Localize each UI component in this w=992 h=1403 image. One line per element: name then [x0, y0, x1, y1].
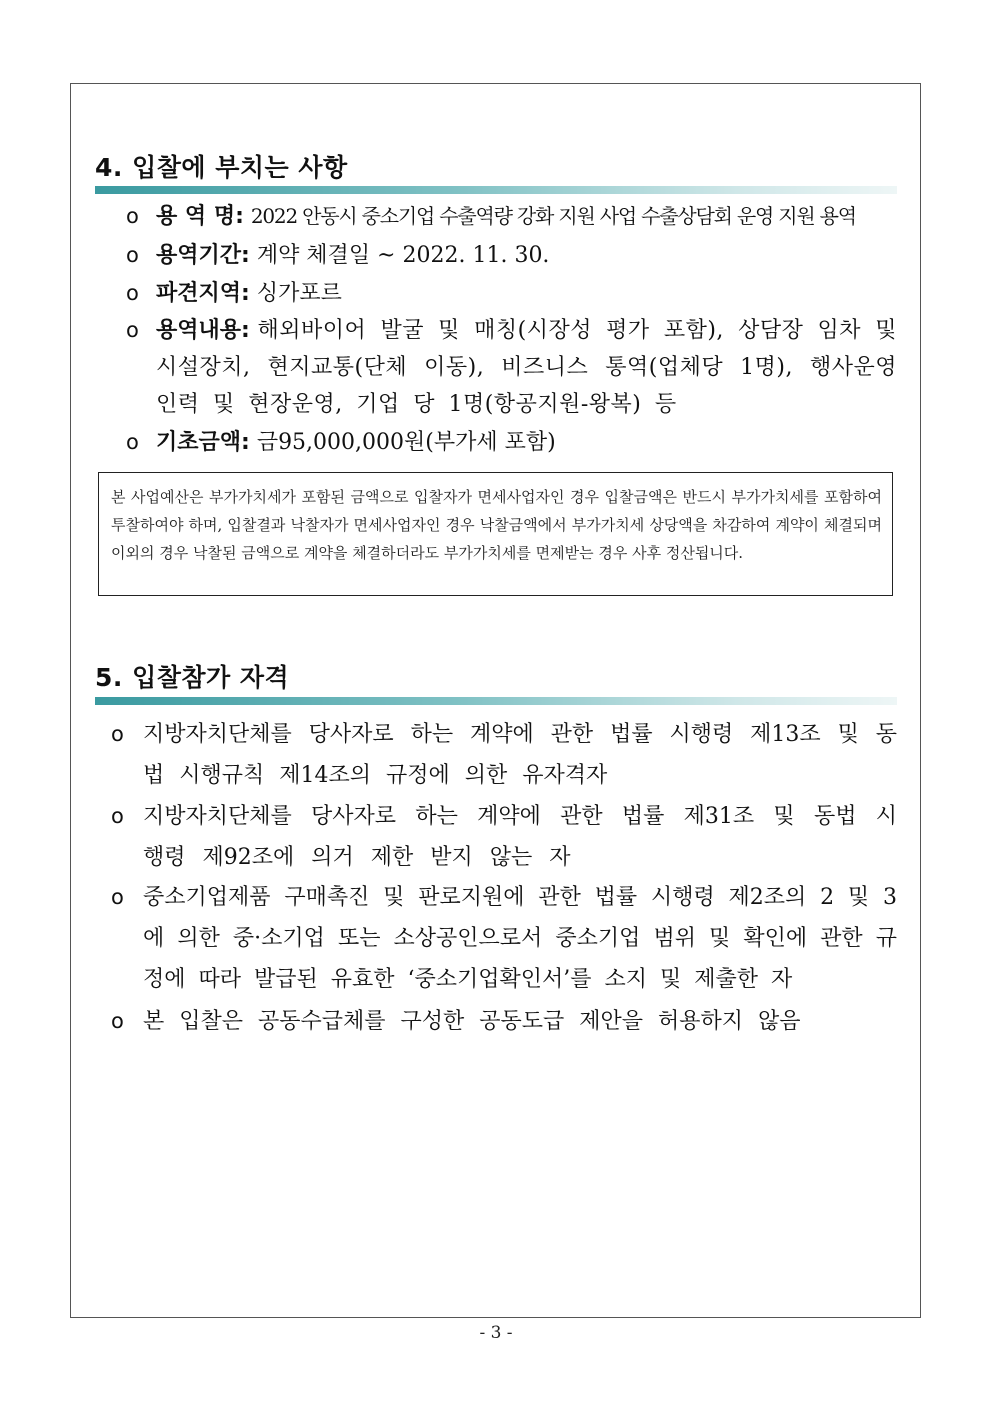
bullet: o [111, 722, 124, 746]
bullet: o [126, 281, 139, 305]
list-item [126, 198, 897, 235]
bullet: o [126, 204, 139, 228]
item-text: 지방자치단체를 당사자로 하는 계약에 관한 법률 시행령 제13조 및 동법 시행규칙 제14조의 규정에 의한 유자격자 [143, 722, 897, 788]
bullet: o [126, 243, 139, 267]
list-item [126, 312, 897, 423]
item-value: 2022 안동시 중소기업 수출역량 강화 지원 사업 수출상담회 운영 지원 용역 [250, 204, 856, 228]
item-text: 중소기업제품 구매촉진 및 판로지원에 관한 법률 시행령 제2조의 2 및 3에 의한 중·소기업 또는 소상공인으로서 중소기업 범위 및 확인에 관한 규정에 따라 발급된 유효한 ‘중소기업확인서’를 소지 및 제출한 자 [143, 885, 897, 992]
item-value: 금95,000,000원(부가세 포함) [256, 430, 556, 455]
list-item [126, 237, 897, 274]
item-label: 용역기간: [156, 243, 250, 268]
item-text: 지방자치단체를 당사자로 하는 계약에 관한 법률 제31조 및 동법 시행령 제92조에 의거 제한 받지 않는 자 [143, 804, 897, 870]
list-item [111, 1001, 897, 1042]
item-label: 용역내용: [156, 318, 250, 343]
list-item [111, 877, 897, 1000]
bullet: o [111, 1009, 124, 1033]
list-item [111, 714, 897, 796]
item-label: 기초금액: [156, 430, 250, 455]
section-5-heading: 5. 입찰참가 자격 [95, 663, 290, 692]
list-item [126, 275, 897, 312]
bullet: o [111, 804, 124, 828]
bullet: o [111, 885, 124, 909]
item-text: 본 입찰은 공동수급체를 구성한 공동도급 제안을 허용하지 않음 [143, 1009, 801, 1034]
item-label: 파견지역: [156, 281, 250, 306]
item-label: 용 역 명: [156, 204, 244, 229]
bullet: o [126, 430, 139, 454]
item-value: 싱가포르 [256, 281, 342, 306]
item-value: 해외바이어 발굴 및 매칭(시장성 평가 포함), 상담장 임차 및 시설장치, 현지교통(단체 이동), 비즈니스 통역(업체당 1명), 행사운영인력 및 현장운영, 기업 당 1명(항공지원-왕복) 등 [156, 318, 898, 417]
section-4-heading: 4. 입찰에 부치는 사항 [95, 153, 348, 182]
page-number: - 3 - [479, 1323, 513, 1343]
section-5-heading-bar [95, 697, 897, 705]
item-value: 계약 체결일 ~ 2022. 11. 30. [256, 243, 550, 268]
bullet: o [126, 318, 139, 342]
section-4-heading-bar [95, 186, 897, 194]
list-item [111, 796, 897, 878]
list-item [126, 424, 897, 461]
vat-notice-box: 본 사업예산은 부가가치세가 포함된 금액으로 입찰자가 면세사업자인 경우 입찰금액은 반드시 부가가치세를 포함하여 투찰하여야 하며, 입찰결과 낙찰자가 면세사업자인 경우 낙찰금액에서 부가가치세 상당액을 차감하여 계약이 체결되며 이외의 경우 낙찰된 금액으로 계약을 체결하더라도 부가가치세를 면제받는 경우 사후 정산됩니다. [98, 472, 893, 596]
